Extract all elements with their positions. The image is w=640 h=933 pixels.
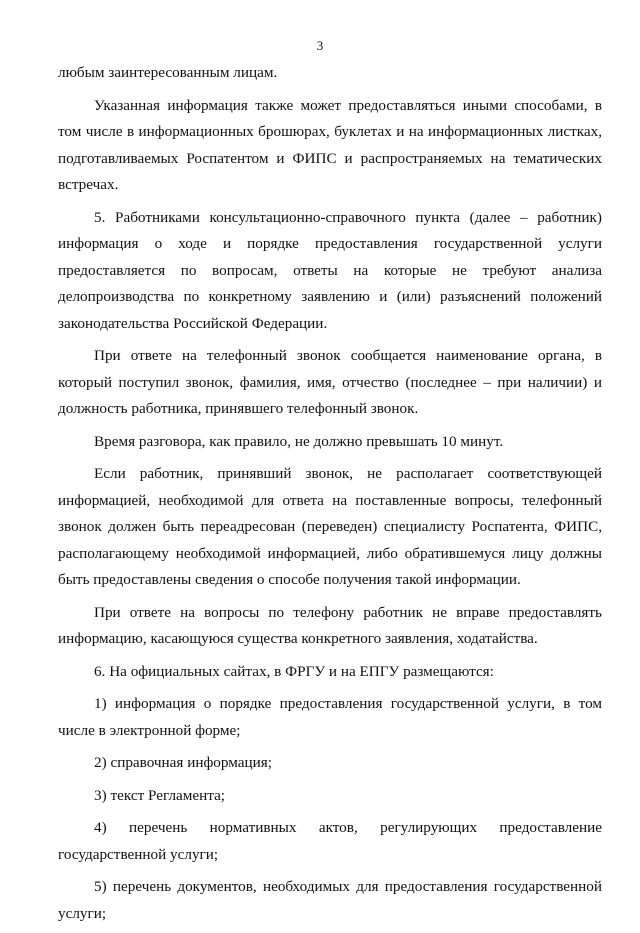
paragraph: Если работник, принявший звонок, не располагает соответствующей информацией, необходимой для ответа на поставленные вопросы, телефонный звонок должен быть переадресован (переведен) специалисту Роспатента, ФИПС, располагающему необходимой информацией, либо обратившемуся лицу должны быть предоставлены сведения о способе получения такой информации. — [58, 465, 602, 588]
paragraph: 5. Работниками консультационно-справочного пункта (далее – работник) информация о ходе и порядке предоставления государственной услуги предоставляется по вопросам, ответы на которые не требуют анализа делопроизводства по конкретному заявлению и (или) разъяснений положений законодательства Российской Федерации. — [58, 208, 602, 332]
paragraph: Время разговора, как правило, не должно превышать 10 минут. — [94, 432, 504, 450]
paragraph: Указанная информация также может предоставляться иными способами, в том числе в информационных брошюрах, буклетах и на информационных листках, подготавливаемых Роспатентом и ФИПС и распространяемых на тематических встречах. — [58, 96, 602, 193]
list-item: 5) перечень документов, необходимых для предоставления государственной услуги; — [58, 878, 602, 922]
list-item: 1) информация о порядке предоставления государственной услуги, в том числе в электронной форме; — [58, 695, 602, 739]
paragraph: При ответе на вопросы по телефону работник не вправе предоставлять информацию, касающуюся существа конкретного заявления, ходатайства. — [58, 603, 602, 647]
paragraph: любым заинтересованным лицам. — [58, 64, 278, 81]
paragraph: 6. На официальных сайтах, в ФРГУ и на ЕПГУ размещаются: — [94, 662, 494, 680]
page-number: 3 — [316, 38, 324, 53]
list-item: 4) перечень нормативных актов, регулирующих предоставление государственной услуги; — [58, 819, 602, 863]
list-item: 2) справочная информация; — [94, 754, 272, 771]
list-item: 3) текст Регламента; — [94, 786, 226, 804]
document-body — [58, 60, 602, 933]
paragraph: При ответе на телефонный звонок сообщается наименование органа, в который поступил звонок, фамилия, имя, отчество (последнее – при наличии) и должность работника, принявшего телефонный звонок. — [58, 347, 602, 417]
